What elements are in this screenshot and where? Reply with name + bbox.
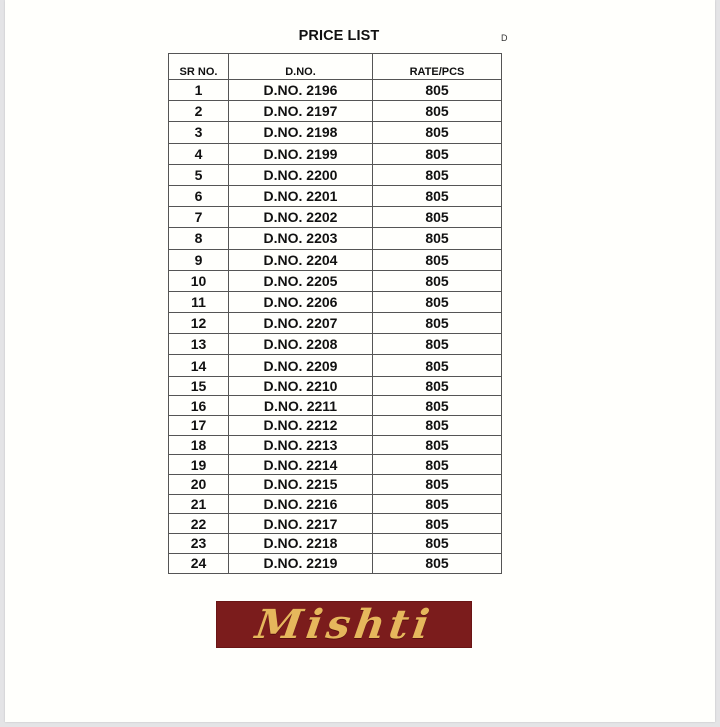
table-row: [169, 249, 502, 270]
sr-no-cell: 5: [169, 164, 229, 185]
d-no-cell: D.NO. 2216: [229, 494, 373, 514]
rate-cell: 805: [373, 80, 502, 101]
sr-no-cell: 11: [169, 291, 229, 312]
rate-cell: 805: [373, 249, 502, 270]
table-row: [169, 355, 502, 376]
rate-cell: 805: [373, 313, 502, 334]
d-no-cell: D.NO. 2209: [229, 355, 373, 376]
table-row: [169, 313, 502, 334]
d-no-cell: D.NO. 2199: [229, 143, 373, 164]
sr-no-cell: 1: [169, 80, 229, 101]
d-no-cell: D.NO. 2203: [229, 228, 373, 249]
rate-cell: 805: [373, 101, 502, 122]
sr-no-cell: 3: [169, 122, 229, 143]
header-rate-pcs: RATE/PCS: [373, 54, 502, 80]
d-no-cell: D.NO. 2200: [229, 164, 373, 185]
rate-cell: 805: [373, 396, 502, 416]
rate-cell: 805: [373, 164, 502, 185]
d-no-cell: D.NO. 2210: [229, 376, 373, 396]
rate-cell: 805: [373, 376, 502, 396]
rate-cell: 805: [373, 143, 502, 164]
table-row: [169, 376, 502, 396]
d-no-cell: D.NO. 2211: [229, 396, 373, 416]
rate-cell: 805: [373, 207, 502, 228]
d-no-cell: D.NO. 2204: [229, 249, 373, 270]
d-no-cell: D.NO. 2206: [229, 291, 373, 312]
sr-no-cell: 10: [169, 270, 229, 291]
header-sr-no: SR NO.: [169, 54, 229, 80]
rate-cell: 805: [373, 475, 502, 495]
d-no-cell: D.NO. 2196: [229, 80, 373, 101]
sr-no-cell: 12: [169, 313, 229, 334]
price-table: [168, 53, 502, 574]
table-row: [169, 185, 502, 206]
d-no-cell: D.NO. 2214: [229, 455, 373, 475]
rate-cell: 805: [373, 334, 502, 355]
sr-no-cell: 16: [169, 396, 229, 416]
sr-no-cell: 24: [169, 553, 229, 573]
rate-cell: 805: [373, 514, 502, 534]
d-no-cell: D.NO. 2201: [229, 185, 373, 206]
table-row: [169, 534, 502, 554]
page-title: PRICE LIST: [298, 28, 380, 44]
table-row: [169, 455, 502, 475]
d-no-cell: D.NO. 2205: [229, 270, 373, 291]
brand-logo: [216, 601, 472, 648]
brand-logo-text: Mishti: [252, 600, 436, 648]
rate-cell: 805: [373, 416, 502, 436]
sr-no-cell: 22: [169, 514, 229, 534]
d-no-cell: D.NO. 2202: [229, 207, 373, 228]
table-row: [169, 334, 502, 355]
rate-cell: 805: [373, 455, 502, 475]
table-row: [169, 228, 502, 249]
sr-no-cell: 13: [169, 334, 229, 355]
d-no-cell: D.NO. 2213: [229, 435, 373, 455]
table-row: [169, 416, 502, 436]
d-no-cell: D.NO. 2207: [229, 313, 373, 334]
sr-no-cell: 9: [169, 249, 229, 270]
sr-no-cell: 6: [169, 185, 229, 206]
sr-no-cell: 20: [169, 475, 229, 495]
rate-cell: 805: [373, 534, 502, 554]
sr-no-cell: 14: [169, 355, 229, 376]
sr-no-cell: 8: [169, 228, 229, 249]
d-no-cell: D.NO. 2197: [229, 101, 373, 122]
rate-cell: 805: [373, 355, 502, 376]
sr-no-cell: 21: [169, 494, 229, 514]
rate-cell: 805: [373, 122, 502, 143]
sr-no-cell: 4: [169, 143, 229, 164]
d-no-cell: D.NO. 2215: [229, 475, 373, 495]
table-row: [169, 475, 502, 495]
corner-mark: D: [501, 33, 508, 43]
d-no-cell: D.NO. 2208: [229, 334, 373, 355]
document-page: [5, 0, 715, 722]
rate-cell: 805: [373, 494, 502, 514]
table-row: [169, 514, 502, 534]
table-row: [169, 553, 502, 573]
table-row: [169, 291, 502, 312]
header-d-no: D.NO.: [229, 54, 373, 80]
d-no-cell: D.NO. 2212: [229, 416, 373, 436]
table-row: [169, 494, 502, 514]
table-row: [169, 80, 502, 101]
d-no-cell: D.NO. 2217: [229, 514, 373, 534]
d-no-cell: D.NO. 2218: [229, 534, 373, 554]
table-row: [169, 435, 502, 455]
sr-no-cell: 19: [169, 455, 229, 475]
table-row: [169, 143, 502, 164]
table-row: [169, 396, 502, 416]
rate-cell: 805: [373, 435, 502, 455]
rate-cell: 805: [373, 291, 502, 312]
d-no-cell: D.NO. 2219: [229, 553, 373, 573]
sr-no-cell: 2: [169, 101, 229, 122]
sr-no-cell: 18: [169, 435, 229, 455]
sr-no-cell: 7: [169, 207, 229, 228]
table-row: [169, 122, 502, 143]
table-header-row: [169, 54, 502, 80]
d-no-cell: D.NO. 2198: [229, 122, 373, 143]
sr-no-cell: 17: [169, 416, 229, 436]
sr-no-cell: 23: [169, 534, 229, 554]
sr-no-cell: 15: [169, 376, 229, 396]
table-row: [169, 207, 502, 228]
rate-cell: 805: [373, 553, 502, 573]
rate-cell: 805: [373, 228, 502, 249]
table-row: [169, 164, 502, 185]
rate-cell: 805: [373, 185, 502, 206]
table-row: [169, 270, 502, 291]
rate-cell: 805: [373, 270, 502, 291]
table-row: [169, 101, 502, 122]
